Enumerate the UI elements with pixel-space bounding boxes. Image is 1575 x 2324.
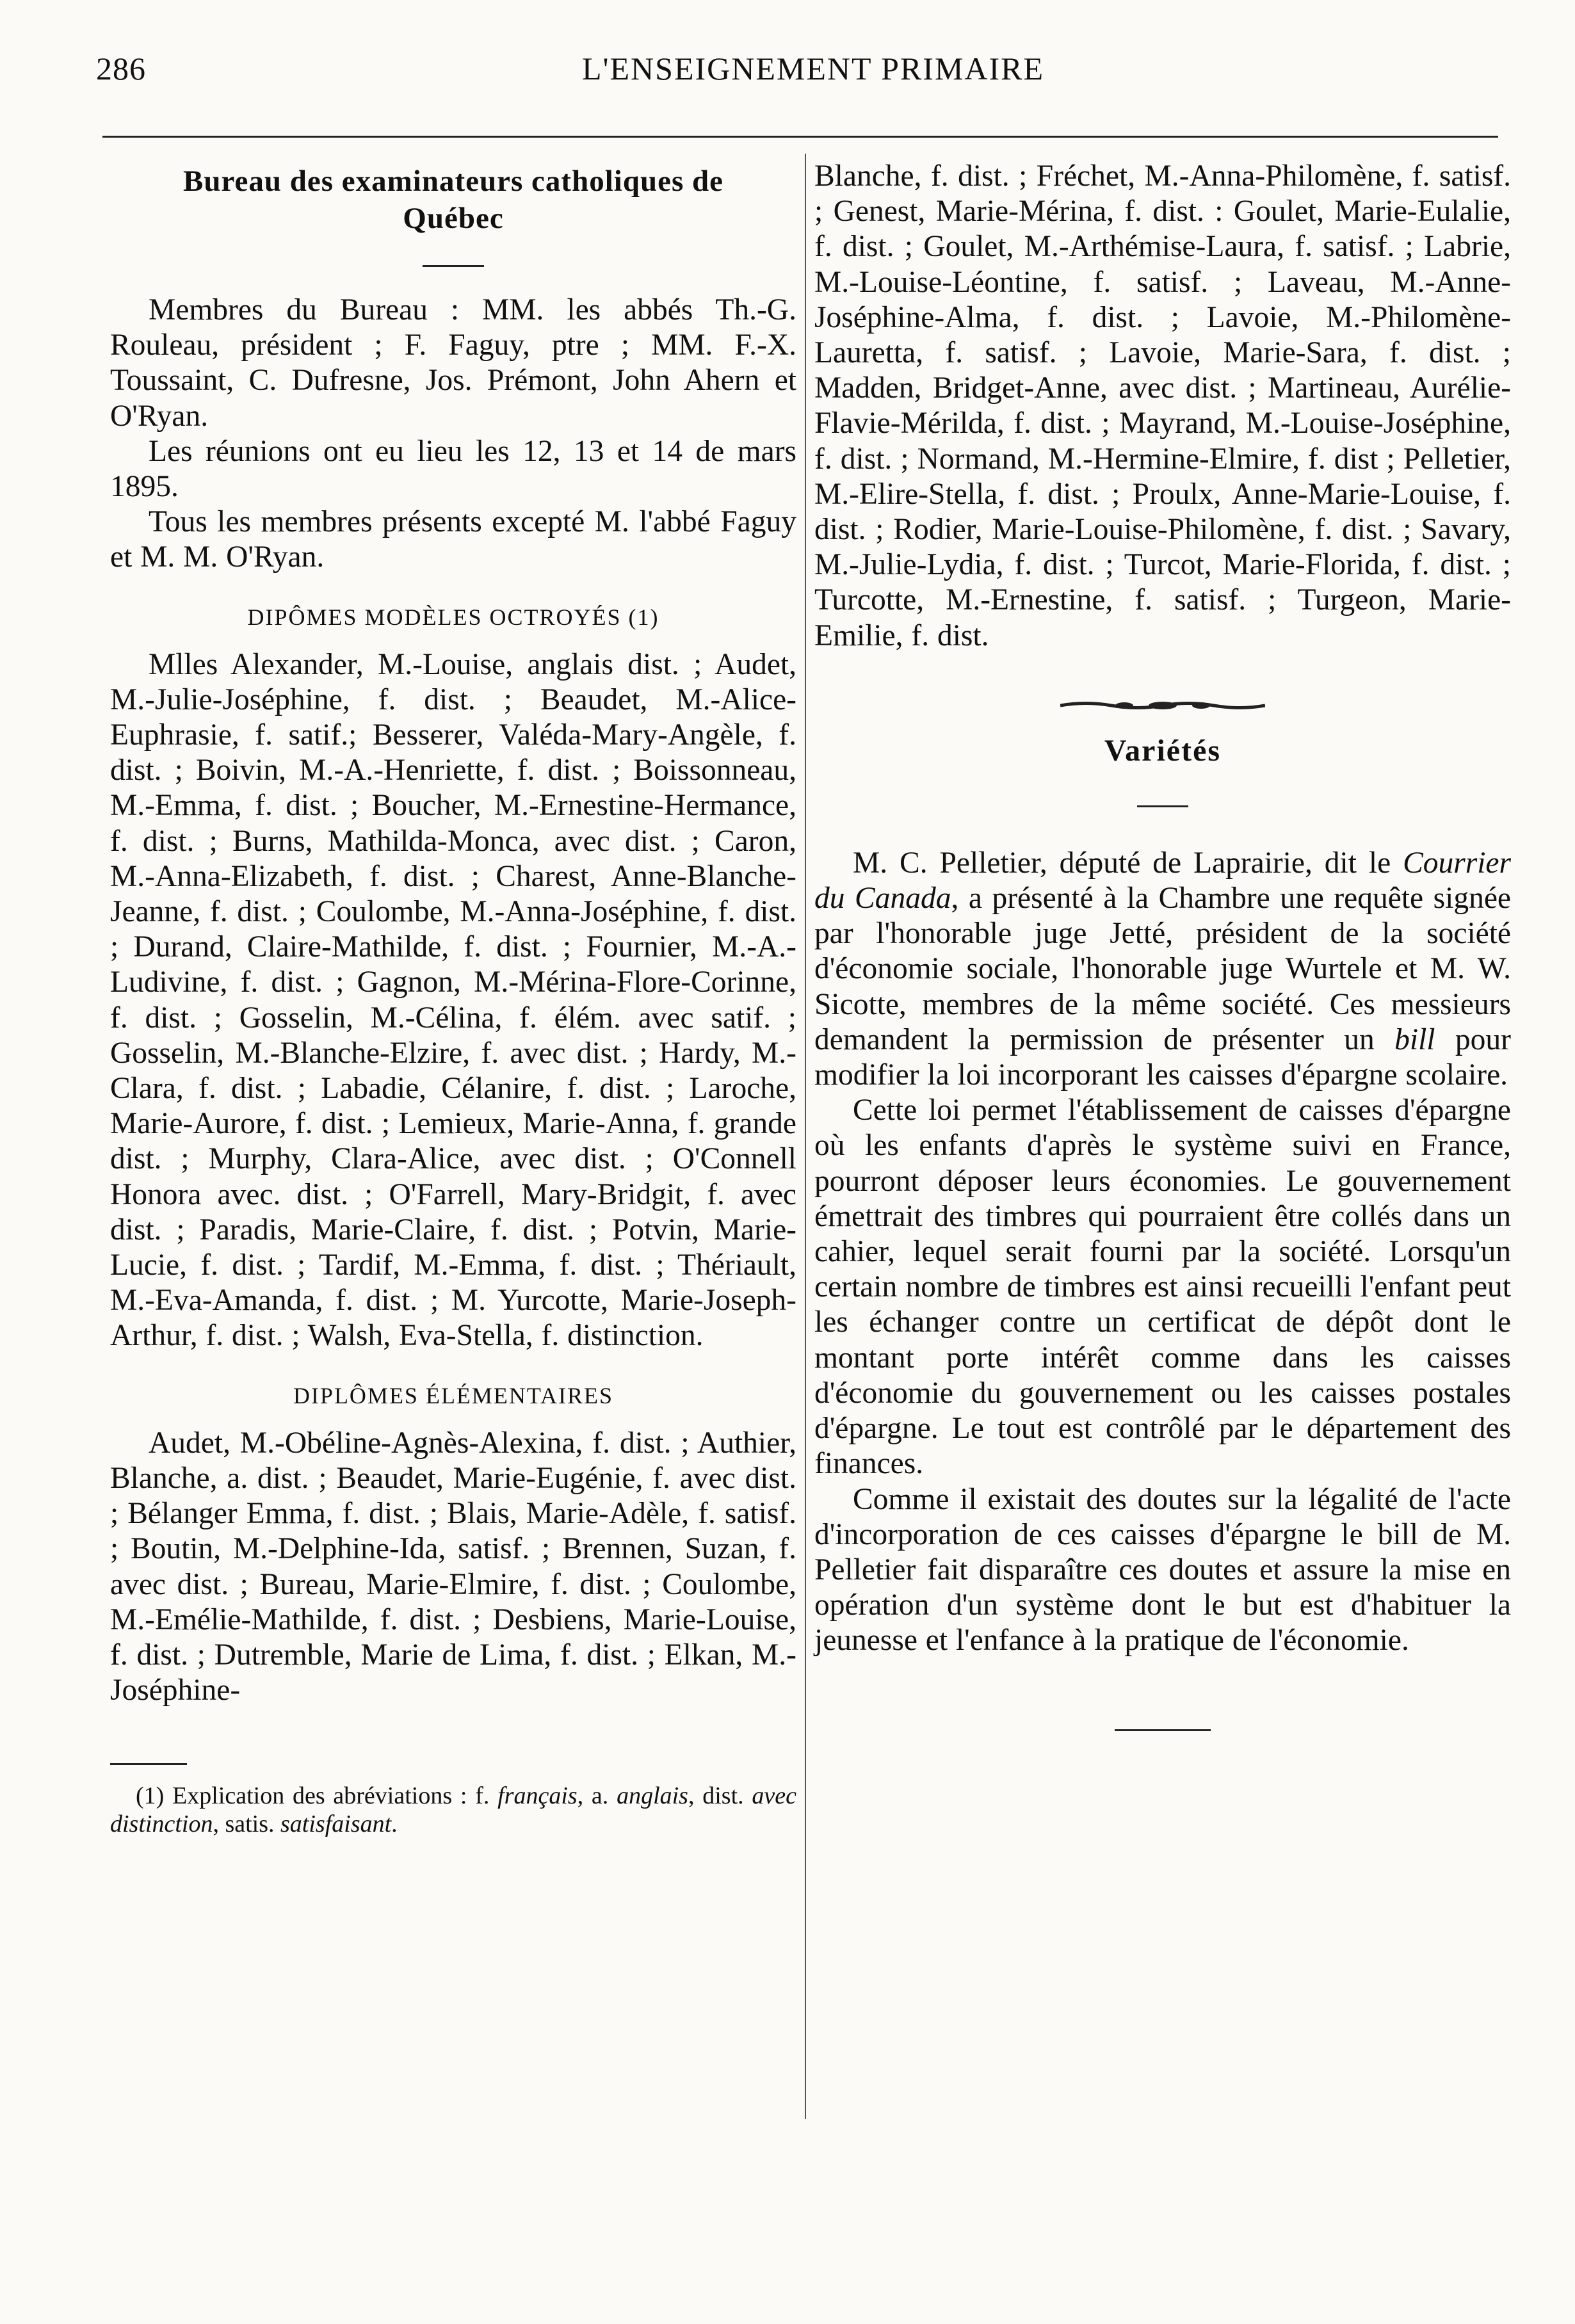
left-column xyxy=(110,159,796,1838)
elementary-diplomas-list: Audet, M.-Obéline-Agnès-Alexina, f. dist. ; Authier, Blanche, a. dist. ; Beaudet, Marie-Eugénie, f. avec dist. ; Bélanger Emma, f. dist. ; Blais, Marie-Adèle, f. satisf. ; Boutin, M.-Delphine-Ida, satisf. ; Brennen, Suzan, f. avec dist. ; Bureau, Marie-Elmire, f. dist. ; Coulombe, M.-Emélie-Mathilde, f. dist. ; Desbiens, Marie-Louise, f. dist. ; Dutremble, Marie de Lima, f. dist. ; Elkan, M.-Joséphine- xyxy=(110,1426,796,1707)
footnote: (1) Explication des abréviations : f. français, a. anglais, dist. avec distinction, satis. satisfaisant. xyxy=(110,1782,796,1838)
right-column xyxy=(814,159,1511,1731)
section-dash xyxy=(423,265,484,267)
section-title: Bureau des examinateurs catholiques de Québec xyxy=(183,165,723,235)
model-diplomas-list: Mlles Alexander, M.-Louise, anglais dist. ; Audet, M.-Julie-Joséphine, f. dist. ; Beaudet, M.-Alice-Euphrasie, f. satif.; Besserer, Valéda-Mary-Angèle, f. dist. ; Boivin, M.-A.-Henriette, f. dist. ; Boissonneau, M.-Emma, f. dist. ; Boucher, M.-Ernestine-Hermance, f. dist. ; Burns, Mathilda-Monca, avec dist. ; Caron, M.-Anna-Elizabeth, f. dist. ; Charest, Anne-Blanche-Jeanne, f. dist. ; Coulombe, M.-Anna-Joséphine, f. dist. ; Durand, Claire-Mathilde, f. dist. ; Fournier, M.-A.-Ludivine, f. dist. ; Gagnon, M.-Mérina-Flore-Corinne, f. dist. ; Gosselin, M.-Célina, f. élém. avec satif. ; Gosselin, M.-Blanche-Elzire, f. avec dist. ; Hardy, M.-Clara, f. dist. ; Labadie, Célanire, f. dist. ; Laroche, Marie-Aurore, f. dist. ; Lemieux, Marie-Anna, f. grande dist. ; Murphy, Clara-Alice, avec dist. ; O'Connell Honora avec. dist. ; O'Farrell, Mary-Bridgit, f. avec dist. ; Paradis, Marie-Claire, f. dist. ; Potvin, Marie-Lucie, f. dist. ; Tardif, M.-Emma, f. dist. ; Thériault, M.-Eva-Amanda, f. dist. ; M. Yurcotte, Marie-Joseph-Arthur, f. dist. ; Walsh, Eva-Stella, f. distinction. xyxy=(110,647,796,1353)
present-paragraph: Tous les membres présents excepté M. l'abbé Faguy et M. M. O'Ryan. xyxy=(110,505,796,574)
header-rule xyxy=(102,136,1498,138)
members-paragraph: Membres du Bureau : MM. les abbés Th.-G. Rouleau, président ; F. Faguy, ptre ; MM. F.-X. Toussaint, C. Dufresne, Jos. Prémont, John Ahern et O'Ryan. xyxy=(110,293,796,433)
page-header xyxy=(96,45,1530,102)
closing-rule xyxy=(1115,1729,1211,1731)
model-diplomas-heading: DIPÔMES MODÈLES OCTROYÉS (1) xyxy=(247,604,659,630)
varietes-dash xyxy=(1137,805,1188,807)
continued-list: Blanche, f. dist. ; Fréchet, M.-Anna-Philomène, f. satisf. ; Genest, Marie-Mérina, f. dist. : Goulet, Marie-Eulalie, f. dist. ; Goulet, M.-Arthémise-Laura, f. satisf. ; Labrie, M.-Louise-Léontine, f. satisf. ; Laveau, M.-Anne-Joséphine-Alma, f. dist. ; Lavoie, M.-Philomène-Lauretta, f. satisf. ; Lavoie, Marie-Sara, f. dist. ; Madden, Bridget-Anne, avec dist. ; Martineau, Aurélie-Flavie-Mérilda, f. dist. ; Mayrand, M.-Louise-Joséphine, f. dist. ; Normand, M.-Hermine-Elmire, f. dist ; Pelletier, M.-Elire-Stella, f. dist. ; Proulx, Anne-Marie-Louise, f. dist. ; Rodier, Marie-Louise-Philomène, f. dist. ; Savary, M.-Julie-Lydia, f. dist. ; Turcot, Marie-Florida, f. dist. ; Turcotte, M.-Ernestine, f. satisf. ; Turgeon, Marie-Emilie, f. dist. xyxy=(814,159,1511,652)
legality-paragraph: Comme il existait des doutes sur la légalité de l'acte d'incorporation de ces caisses d'épargne le bill de M. Pelletier fait disparaître ces doutes et assure la mise en opération d'un système dont le but est d'habituer la jeunesse et l'enfance à la pratique de l'économie. xyxy=(814,1482,1511,1658)
savings-law-paragraph: Cette loi permet l'établissement de caisses d'épargne où les enfants d'après le système suivi en France, pourront déposer leurs économies. Le gouvernement émettrait des timbres qui pourraient être collés dans un cahier, lequel serait fourni par la société. Lorsqu'un certain nombre de timbres est ainsi recueilli l'enfant peut les échanger contre un certificat de dépôt dont le montant porte intérêt comme dans les caisses d'économie du gouvernement ou les caisses postales d'épargne. Le tout est contrôlé par le département des finances. xyxy=(814,1093,1511,1481)
page-number: 286 xyxy=(96,51,146,86)
meetings-paragraph: Les réunions ont eu lieu les 12, 13 et 14 de mars 1895. xyxy=(110,434,796,504)
running-title: L'ENSEIGNEMENT PRIMAIRE xyxy=(581,51,1045,86)
elementary-diplomas-heading: DIPLÔMES ÉLÉMENTAIRES xyxy=(293,1382,614,1408)
varietes-title: Variétés xyxy=(1104,733,1222,768)
ornament-divider xyxy=(1060,697,1265,714)
footnote-rule xyxy=(110,1763,187,1765)
column-divider xyxy=(805,154,806,2119)
pelletier-paragraph: M. C. Pelletier, député de Laprairie, dit le Courrier du Canada, a présenté à la Chambre une requête signée par l'honorable juge Jetté, président de la société d'économie sociale, l'honorable juge Wurtele et M. W. Sicotte, membres de la même société. Ces messieurs demandent la permission de présenter un bill pour modifier la loi incorporant les caisses d'épargne scolaire. xyxy=(814,846,1511,1092)
